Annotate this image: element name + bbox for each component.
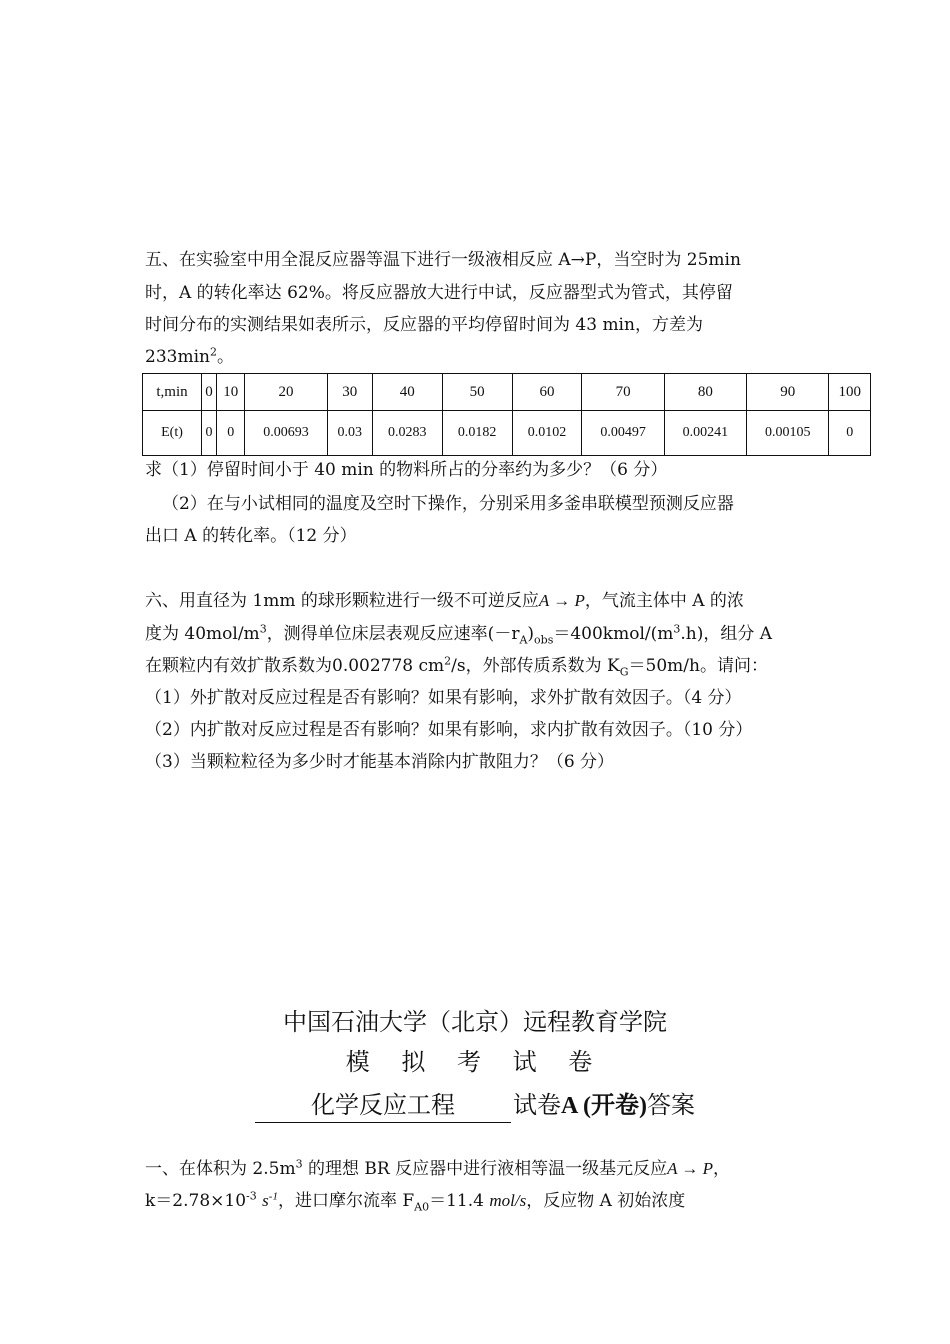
q5-line-3: 时间分布的实测结果如表所示，反应器的平均停留时间为 43 min，方差为	[145, 315, 703, 335]
t-cell: 10	[217, 374, 245, 411]
q6-sup: 3	[259, 622, 267, 636]
q6-line-2a: 度为 40mol/m	[145, 624, 260, 644]
exam-title: 模 拟 考 试 卷	[345, 1048, 605, 1076]
q5-line-4-text: 233min	[145, 347, 210, 367]
q6-sub: A	[519, 633, 528, 647]
q6-line-2b: ，测得单位床层表观反应速率(－r	[266, 624, 520, 644]
e-cell: 0	[202, 411, 217, 456]
q5-line-1: 五、在实验室中用全混反应器等温下进行一级液相反应 A→P，当空时为 25min	[145, 250, 741, 270]
reaction-formula: A → P	[667, 1159, 714, 1178]
q1-line-2b: ，进口摩尔流率 F	[277, 1191, 415, 1211]
e-cell: 0.0182	[442, 411, 512, 456]
q5-line-4-end: 。	[216, 347, 234, 367]
q6-line-3	[145, 655, 768, 677]
course-name: 化学反应工程	[255, 1090, 511, 1123]
q1-line-2a: k＝2.78×10	[145, 1191, 247, 1211]
q5-line-2: 时，A 的转化率达 62%。将反应器放大进行中试，反应器型式为管式，其停留	[145, 283, 733, 303]
t-cell: 60	[512, 374, 582, 411]
t-cell: 100	[829, 374, 871, 411]
e-cell: 0	[829, 411, 871, 456]
t-cell: 20	[245, 374, 327, 411]
row-label-t: t,min	[143, 374, 202, 411]
q5-ask-2b: 出口 A 的转化率。（12 分）	[145, 526, 357, 546]
t-cell: 80	[664, 374, 746, 411]
q1-line-1a: 一、在体积为 2.5m	[145, 1159, 296, 1179]
e-cell: 0.00497	[582, 411, 664, 456]
t-cell: 30	[327, 374, 372, 411]
e-cell: 0	[217, 411, 245, 456]
t-cell: 50	[442, 374, 512, 411]
q6-line-2	[145, 623, 772, 645]
reaction-formula: A → P	[538, 591, 585, 610]
q6-line-1a: 六、用直径为 1mm 的球形颗粒进行一级不可逆反应	[145, 591, 539, 611]
q6-line-4: （1）外扩散对反应过程是否有影响？如果有影响，求外扩散有效因子。（4 分）	[145, 688, 742, 708]
q5-line-4-sup: 2	[209, 345, 217, 359]
rtd-table	[142, 373, 871, 456]
e-cell: 0.00241	[664, 411, 746, 456]
q1-unit: s	[262, 1191, 269, 1210]
e-cell: 0.03	[327, 411, 372, 456]
q6-line-1b: ，气流主体中 A 的浓	[584, 591, 744, 611]
q1-sub: A0	[414, 1200, 430, 1214]
q6-line-1	[145, 590, 744, 612]
q6-line-3a: 在颗粒内有效扩散系数为0.002778 cm	[145, 656, 445, 676]
q6-sup: 3	[673, 622, 681, 636]
paper-title	[0, 1090, 950, 1123]
q6-line-5: （2）内扩散对反应过程是否有影响？如果有影响，求内扩散有效因子。（10 分）	[145, 720, 753, 740]
q6-line-2d: ＝400kmol/(m	[553, 624, 674, 644]
paper-label: 试卷	[513, 1091, 561, 1119]
e-cell: 0.0102	[512, 411, 582, 456]
q5-ask-1: 求（1）停留时间小于 40 min 的物料所占的分率约为多少？（6 分）	[145, 460, 668, 480]
q1-line-1b: 的理想 BR 反应器中进行液相等温一级基元反应	[302, 1159, 668, 1179]
q1-line-1c: ，	[713, 1159, 731, 1179]
q6-line-3c: ＝50m/h。请问：	[628, 656, 768, 676]
q1-unit-sup: -1	[268, 1190, 278, 1203]
q5-ask-2a: （2）在与小试相同的温度及空时下操作，分别采用多釜串联模型预测反应器	[162, 494, 734, 514]
q1-line-2	[145, 1190, 685, 1212]
q6-line-2e: .h)，组分 A	[680, 624, 773, 644]
q6-sup: 2	[444, 654, 452, 668]
q6-line-2c: )	[527, 624, 535, 644]
e-cell: 0.00693	[245, 411, 327, 456]
paper-letter: A	[561, 1093, 578, 1119]
q1-sup: -3	[246, 1189, 257, 1203]
e-cell: 0.0283	[372, 411, 442, 456]
q1-sup: 3	[295, 1157, 303, 1171]
table-row-e	[143, 411, 871, 456]
q1-line-1	[145, 1158, 730, 1180]
q6-line-3b: /s，外部传质系数为 K	[451, 656, 620, 676]
t-cell: 0	[202, 374, 217, 411]
q6-line-6: （3）当颗粒粒径为多少时才能基本消除内扩散阻力？（6 分）	[145, 752, 615, 772]
t-cell: 40	[372, 374, 442, 411]
q1-line-2d: ，反应物 A 初始浓度	[526, 1191, 686, 1211]
row-label-e: E(t)	[143, 411, 202, 456]
paper-answer: 答案	[647, 1091, 695, 1119]
school-title: 中国石油大学（北京）远程教育学院	[283, 1008, 667, 1036]
q6-sub: obs	[534, 633, 554, 647]
q1-line-2c: ＝11.4	[429, 1191, 484, 1211]
q1-unit-2: mol/s	[489, 1191, 527, 1210]
t-cell: 90	[747, 374, 829, 411]
e-cell: 0.00105	[747, 411, 829, 456]
paper-mode: (开卷)	[577, 1093, 647, 1119]
q5-line-4	[145, 346, 234, 368]
table-row-t	[143, 374, 871, 411]
t-cell: 70	[582, 374, 664, 411]
q6-sub: G	[619, 665, 629, 679]
